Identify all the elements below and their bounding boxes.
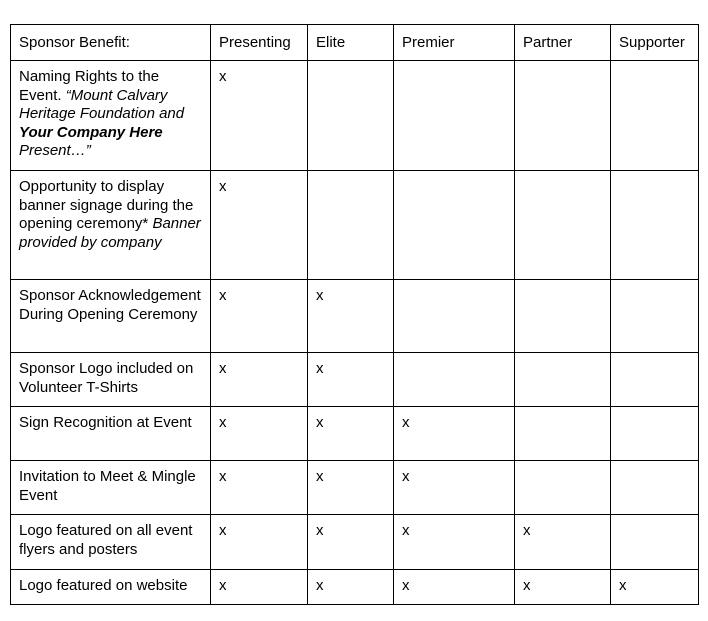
mark-cell-presenting: x <box>211 461 308 515</box>
mark-cell-premier <box>394 171 515 280</box>
benefit-cell <box>11 61 211 171</box>
mark-cell-elite: x <box>308 353 394 407</box>
header-cell-elite: Elite <box>308 25 394 61</box>
benefit-cell: Sponsor Acknowledgement During Opening Ceremony <box>11 280 211 353</box>
benefit-company-placeholder: Your Company Here <box>19 123 163 141</box>
benefit-cell <box>11 171 211 280</box>
mark-cell-supporter <box>611 461 699 515</box>
table-row <box>11 61 699 171</box>
benefit-quote-end: Present…” <box>19 142 91 159</box>
table-row <box>11 407 699 461</box>
mark-cell-presenting: x <box>211 353 308 407</box>
mark-cell-supporter <box>611 61 699 171</box>
benefit-cell: Invitation to Meet & Mingle Event <box>11 461 211 515</box>
mark-cell-premier: x <box>394 407 515 461</box>
mark-cell-premier: x <box>394 515 515 570</box>
table-row <box>11 171 699 280</box>
mark-cell-presenting: x <box>211 515 308 570</box>
mark-cell-presenting: x <box>211 570 308 605</box>
mark-cell-supporter <box>611 171 699 280</box>
benefit-cell: Sign Recognition at Event <box>11 407 211 461</box>
mark-cell-elite <box>308 61 394 171</box>
benefit-cell: Logo featured on all event flyers and posters <box>11 515 211 570</box>
mark-cell-supporter: x <box>611 570 699 605</box>
benefit-text: Naming Rights to the Event. <box>19 68 160 104</box>
mark-cell-supporter <box>611 280 699 353</box>
header-cell-supporter: Supporter <box>611 25 699 61</box>
mark-cell-elite: x <box>308 461 394 515</box>
mark-cell-supporter <box>611 353 699 407</box>
mark-cell-partner <box>515 353 611 407</box>
mark-cell-premier <box>394 280 515 353</box>
mark-cell-elite: x <box>308 280 394 353</box>
mark-cell-partner: x <box>515 515 611 570</box>
table-row <box>11 280 699 353</box>
table-row <box>11 515 699 570</box>
mark-cell-premier <box>394 353 515 407</box>
mark-cell-partner <box>515 461 611 515</box>
mark-cell-partner <box>515 407 611 461</box>
benefit-cell: Logo featured on website <box>11 570 211 605</box>
benefit-text: Opportunity to display banner signage during the opening ceremony* <box>19 178 194 232</box>
mark-cell-partner <box>515 171 611 280</box>
benefit-cell: Sponsor Logo included on Volunteer T-Shirts <box>11 353 211 407</box>
sponsor-benefits-table <box>10 24 699 605</box>
mark-cell-presenting: x <box>211 280 308 353</box>
mark-cell-elite <box>308 171 394 280</box>
mark-cell-presenting: x <box>211 61 308 171</box>
mark-cell-partner: x <box>515 570 611 605</box>
header-cell-premier: Premier <box>394 25 515 61</box>
mark-cell-elite: x <box>308 407 394 461</box>
header-cell-benefit: Sponsor Benefit: <box>11 25 211 61</box>
mark-cell-premier: x <box>394 570 515 605</box>
table-row <box>11 353 699 407</box>
mark-cell-partner <box>515 61 611 171</box>
mark-cell-supporter <box>611 515 699 570</box>
header-row <box>11 25 699 61</box>
benefit-quote-text: “Mount Calvary Heritage Foundation and <box>19 86 185 122</box>
mark-cell-presenting: x <box>211 407 308 461</box>
table-row <box>11 461 699 515</box>
mark-cell-premier <box>394 61 515 171</box>
header-cell-partner: Partner <box>515 25 611 61</box>
mark-cell-premier: x <box>394 461 515 515</box>
mark-cell-presenting: x <box>211 171 308 280</box>
mark-cell-partner <box>515 280 611 353</box>
table-row <box>11 570 699 605</box>
mark-cell-elite: x <box>308 570 394 605</box>
mark-cell-elite: x <box>308 515 394 570</box>
mark-cell-supporter <box>611 407 699 461</box>
benefit-note-text: Banner provided by company <box>19 215 201 251</box>
header-cell-presenting: Presenting <box>211 25 308 61</box>
